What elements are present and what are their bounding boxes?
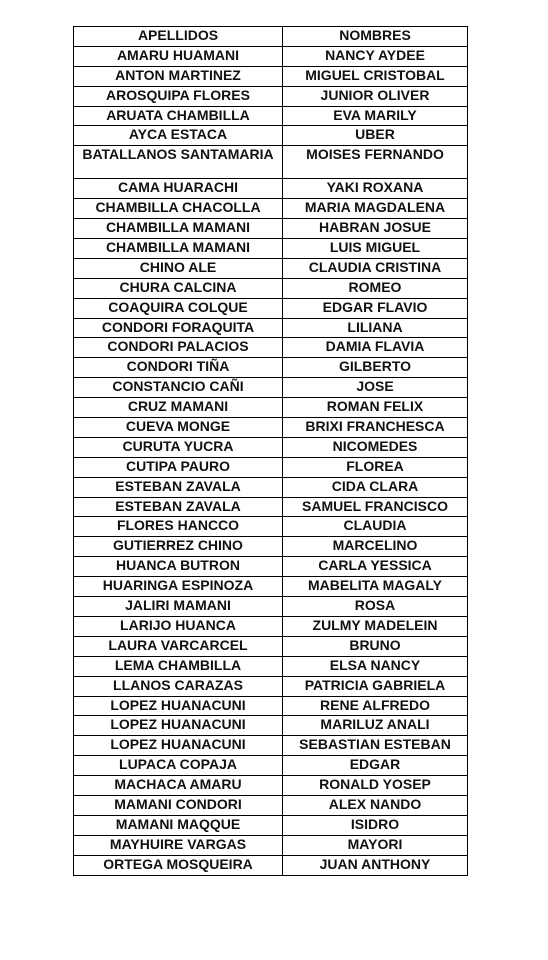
apellidos-cell: HUANCA BUTRON <box>74 557 283 577</box>
nombres-cell: HABRAN JOSUE <box>283 219 468 239</box>
names-table <box>73 26 468 876</box>
nombres-cell: MABELITA MAGALY <box>283 577 468 597</box>
apellidos-cell: CONSTANCIO CAÑI <box>74 378 283 398</box>
apellidos-cell: ANTON MARTINEZ <box>74 66 283 86</box>
table-row <box>74 398 468 418</box>
apellidos-cell: LOPEZ HUANACUNI <box>74 736 283 756</box>
table-row <box>74 557 468 577</box>
apellidos-cell: ESTEBAN ZAVALA <box>74 497 283 517</box>
apellidos-cell: CHINO ALE <box>74 258 283 278</box>
nombres-cell: EDGAR FLAVIO <box>283 298 468 318</box>
nombres-cell: CLAUDIA CRISTINA <box>283 258 468 278</box>
nombres-cell: DAMIA FLAVIA <box>283 338 468 358</box>
apellidos-cell: MAMANI MAQQUE <box>74 815 283 835</box>
nombres-cell: MARCELINO <box>283 537 468 557</box>
table-row <box>74 106 468 126</box>
table-row <box>74 756 468 776</box>
nombres-cell: LUIS MIGUEL <box>283 239 468 259</box>
apellidos-cell: CONDORI FORAQUITA <box>74 318 283 338</box>
table-row <box>74 258 468 278</box>
nombres-cell: BRUNO <box>283 636 468 656</box>
table-row <box>74 577 468 597</box>
nombres-cell: MARIA MAGDALENA <box>283 199 468 219</box>
apellidos-cell: ORTEGA MOSQUEIRA <box>74 855 283 875</box>
apellidos-cell: AROSQUIPA FLORES <box>74 86 283 106</box>
nombres-cell: ROSA <box>283 597 468 617</box>
apellidos-cell: CHAMBILLA MAMANI <box>74 239 283 259</box>
nombres-cell: ROMAN FELIX <box>283 398 468 418</box>
apellidos-cell: AMARU HUAMANI <box>74 46 283 66</box>
table-row <box>74 298 468 318</box>
nombres-cell: EDGAR <box>283 756 468 776</box>
table-row <box>74 437 468 457</box>
apellidos-cell: FLORES HANCCO <box>74 517 283 537</box>
table-row <box>74 716 468 736</box>
apellidos-cell: BATALLANOS SANTAMARIA <box>74 146 283 179</box>
table-row <box>74 338 468 358</box>
table-row <box>74 736 468 756</box>
apellidos-cell: ARUATA CHAMBILLA <box>74 106 283 126</box>
table-row <box>74 477 468 497</box>
nombres-cell: BRIXI FRANCHESCA <box>283 418 468 438</box>
nombres-cell: GILBERTO <box>283 358 468 378</box>
table-row <box>74 776 468 796</box>
table-row <box>74 46 468 66</box>
nombres-cell: JOSE <box>283 378 468 398</box>
nombres-cell: NANCY AYDEE <box>283 46 468 66</box>
nombres-cell: EVA MARILY <box>283 106 468 126</box>
apellidos-cell: GUTIERREZ CHINO <box>74 537 283 557</box>
apellidos-cell: LOPEZ HUANACUNI <box>74 716 283 736</box>
table-row <box>74 126 468 146</box>
nombres-cell: FLOREA <box>283 457 468 477</box>
nombres-cell: ALEX NANDO <box>283 795 468 815</box>
table-row <box>74 358 468 378</box>
nombres-cell: MARILUZ ANALI <box>283 716 468 736</box>
nombres-cell: NICOMEDES <box>283 437 468 457</box>
header-nombres: NOMBRES <box>283 27 468 47</box>
apellidos-cell: AYCA ESTACA <box>74 126 283 146</box>
nombres-cell: RONALD YOSEP <box>283 776 468 796</box>
apellidos-cell: HUARINGA ESPINOZA <box>74 577 283 597</box>
nombres-cell: PATRICIA GABRIELA <box>283 676 468 696</box>
table-body <box>74 46 468 875</box>
apellidos-cell: CUEVA MONGE <box>74 418 283 438</box>
nombres-cell: UBER <box>283 126 468 146</box>
nombres-cell: MIGUEL CRISTOBAL <box>283 66 468 86</box>
apellidos-cell: LLANOS CARAZAS <box>74 676 283 696</box>
table-row <box>74 86 468 106</box>
nombres-cell: YAKI ROXANA <box>283 179 468 199</box>
nombres-cell: JUAN ANTHONY <box>283 855 468 875</box>
apellidos-cell: MAYHUIRE VARGAS <box>74 835 283 855</box>
nombres-cell: SAMUEL FRANCISCO <box>283 497 468 517</box>
table-row <box>74 815 468 835</box>
table-row <box>74 696 468 716</box>
nombres-cell: MAYORI <box>283 835 468 855</box>
table-row <box>74 146 468 179</box>
apellidos-cell: MAMANI CONDORI <box>74 795 283 815</box>
table-row <box>74 597 468 617</box>
apellidos-cell: JALIRI MAMANI <box>74 597 283 617</box>
table-row <box>74 219 468 239</box>
nombres-cell: MOISES FERNANDO <box>283 146 468 179</box>
apellidos-cell: ESTEBAN ZAVALA <box>74 477 283 497</box>
nombres-cell: SEBASTIAN ESTEBAN <box>283 736 468 756</box>
nombres-cell: ISIDRO <box>283 815 468 835</box>
apellidos-cell: LEMA CHAMBILLA <box>74 656 283 676</box>
table-row <box>74 636 468 656</box>
table-row <box>74 517 468 537</box>
apellidos-cell: CONDORI PALACIOS <box>74 338 283 358</box>
table-row <box>74 497 468 517</box>
nombres-cell: ELSA NANCY <box>283 656 468 676</box>
apellidos-cell: LUPACA COPAJA <box>74 756 283 776</box>
apellidos-cell: CHAMBILLA MAMANI <box>74 219 283 239</box>
nombres-cell: ZULMY MADELEIN <box>283 616 468 636</box>
apellidos-cell: CRUZ MAMANI <box>74 398 283 418</box>
table-row <box>74 855 468 875</box>
table-row <box>74 318 468 338</box>
apellidos-cell: LOPEZ HUANACUNI <box>74 696 283 716</box>
nombres-cell: RENE ALFREDO <box>283 696 468 716</box>
nombres-cell: CIDA CLARA <box>283 477 468 497</box>
apellidos-cell: LAURA VARCARCEL <box>74 636 283 656</box>
apellidos-cell: MACHACA AMARU <box>74 776 283 796</box>
table-row <box>74 656 468 676</box>
table-header-row <box>74 27 468 47</box>
table-row <box>74 378 468 398</box>
header-apellidos: APELLIDOS <box>74 27 283 47</box>
table-row <box>74 239 468 259</box>
table-row <box>74 278 468 298</box>
nombres-cell: LILIANA <box>283 318 468 338</box>
apellidos-cell: CUTIPA PAURO <box>74 457 283 477</box>
apellidos-cell: LARIJO HUANCA <box>74 616 283 636</box>
nombres-cell: CLAUDIA <box>283 517 468 537</box>
table-row <box>74 616 468 636</box>
apellidos-cell: CHAMBILLA CHACOLLA <box>74 199 283 219</box>
table-row <box>74 795 468 815</box>
table-row <box>74 676 468 696</box>
apellidos-cell: CONDORI TIÑA <box>74 358 283 378</box>
name-list-sheet <box>73 26 468 876</box>
table-row <box>74 537 468 557</box>
table-row <box>74 457 468 477</box>
table-row <box>74 66 468 86</box>
table-row <box>74 418 468 438</box>
apellidos-cell: CAMA HUARACHI <box>74 179 283 199</box>
apellidos-cell: CURUTA YUCRA <box>74 437 283 457</box>
apellidos-cell: COAQUIRA COLQUE <box>74 298 283 318</box>
table-row <box>74 835 468 855</box>
table-row <box>74 179 468 199</box>
nombres-cell: JUNIOR OLIVER <box>283 86 468 106</box>
nombres-cell: CARLA YESSICA <box>283 557 468 577</box>
nombres-cell: ROMEO <box>283 278 468 298</box>
apellidos-cell: CHURA CALCINA <box>74 278 283 298</box>
table-row <box>74 199 468 219</box>
